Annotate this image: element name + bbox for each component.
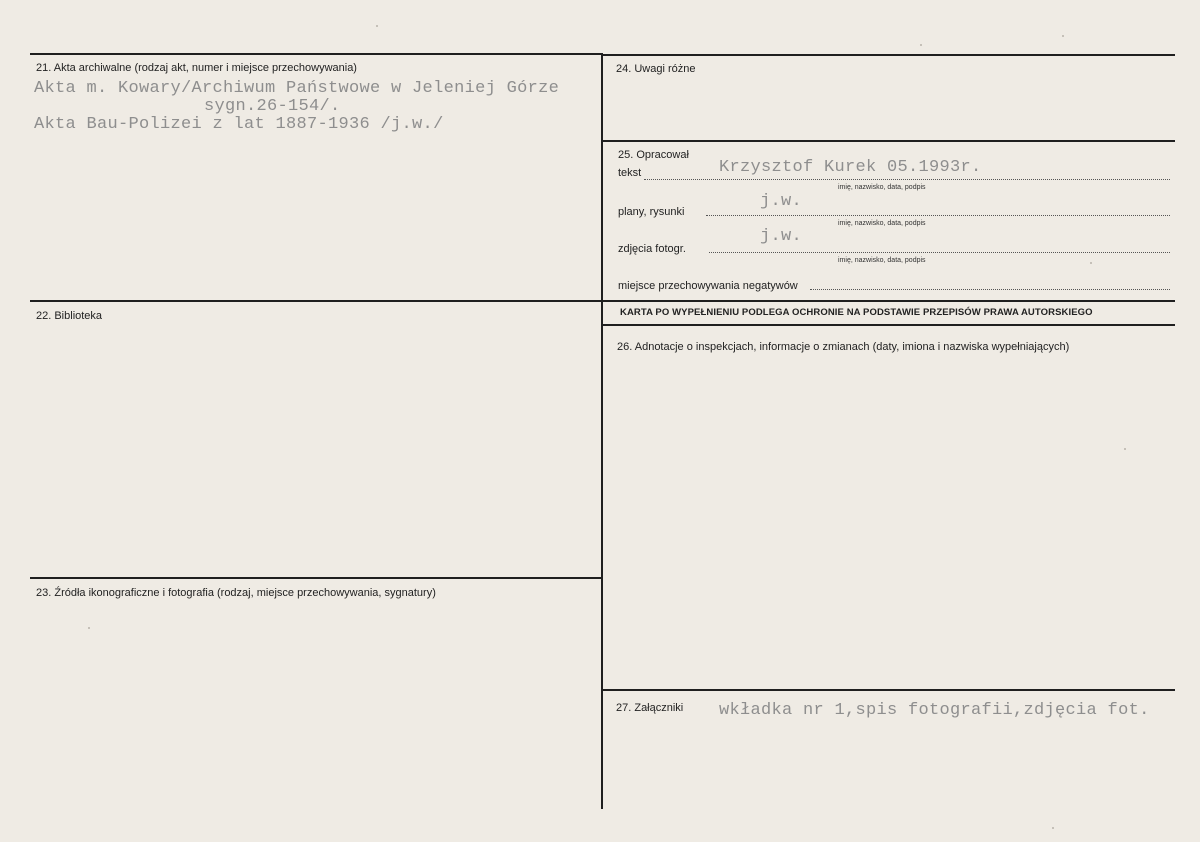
negatives-label: miejsce przechowywania negatywów [618,280,798,292]
row-tekst-value: Krzysztof Kurek 05.1993r. [719,158,982,177]
section-21-label: 21. Akta archiwalne (rodzaj akt, numer i miejsce przechowywania) [36,62,357,74]
row-tekst-label: tekst [618,167,642,179]
divider-24-25 [603,140,1175,142]
row-tekst-line [644,179,1170,180]
section-25-label: 25. Opracował [618,149,689,161]
copyright-notice: KARTA PO WYPEŁNIENIU PODLEGA OCHRONIE NA PODSTAWIE PRZEPISÓW PRAWA AUTORSKIEGO [620,307,1093,318]
row-plany-line [706,215,1170,216]
divider-notice-bottom [603,324,1175,326]
divider-top-right [603,54,1175,56]
paper-speck [1090,262,1092,264]
divider-top-left [30,53,603,55]
section-24-label: 24. Uwagi różne [616,63,696,75]
paper-speck [376,25,378,27]
paper-speck [1062,35,1064,37]
row-plany-value: j.w. [760,192,803,211]
row-plany-label: plany, rysunki [618,206,685,218]
paper-speck [88,627,90,629]
section-26-label: 26. Adnotacje o inspekcjach, informacje o zmianach (daty, imiona i nazwiska wypełniających) [617,341,1070,353]
divider-vertical [601,53,603,809]
paper-speck [920,44,922,46]
section-21-typed-line-1: Akta m. Kowary/Archiwum Państwowe w Jeleniej Górze [34,79,560,98]
section-21-typed-line-2: sygn.26-154/. [204,97,341,116]
paper-speck [1052,827,1054,829]
divider-22-23 [30,577,602,579]
paper-speck [1124,448,1126,450]
row-plany-caption: imię, nazwisko, data, podpis [838,220,926,227]
row-tekst-caption: imię, nazwisko, data, podpis [838,184,926,191]
section-27-label: 27. Załączniki [616,702,684,714]
section-21-typed-line-3: Akta Bau-Polizei z lat 1887-1936 /j.w./ [34,115,444,134]
divider-notice-top [603,300,1175,302]
section-23-label: 23. Źródła ikonograficzne i fotografia (rodzaj, miejsce przechowywania, sygnatury) [36,587,436,599]
row-zdjecia-caption: imię, nazwisko, data, podpis [838,257,926,264]
section-22-label: 22. Biblioteka [36,310,103,322]
section-27-value: wkładka nr 1,spis fotografii,zdjęcia fot. [719,701,1150,720]
row-zdjecia-line [709,252,1170,253]
row-zdjecia-label: zdjęcia fotogr. [618,243,686,255]
row-zdjecia-value: j.w. [760,227,803,246]
divider-26-27 [603,689,1175,691]
negatives-line [810,289,1170,290]
divider-21-22 [30,300,602,302]
